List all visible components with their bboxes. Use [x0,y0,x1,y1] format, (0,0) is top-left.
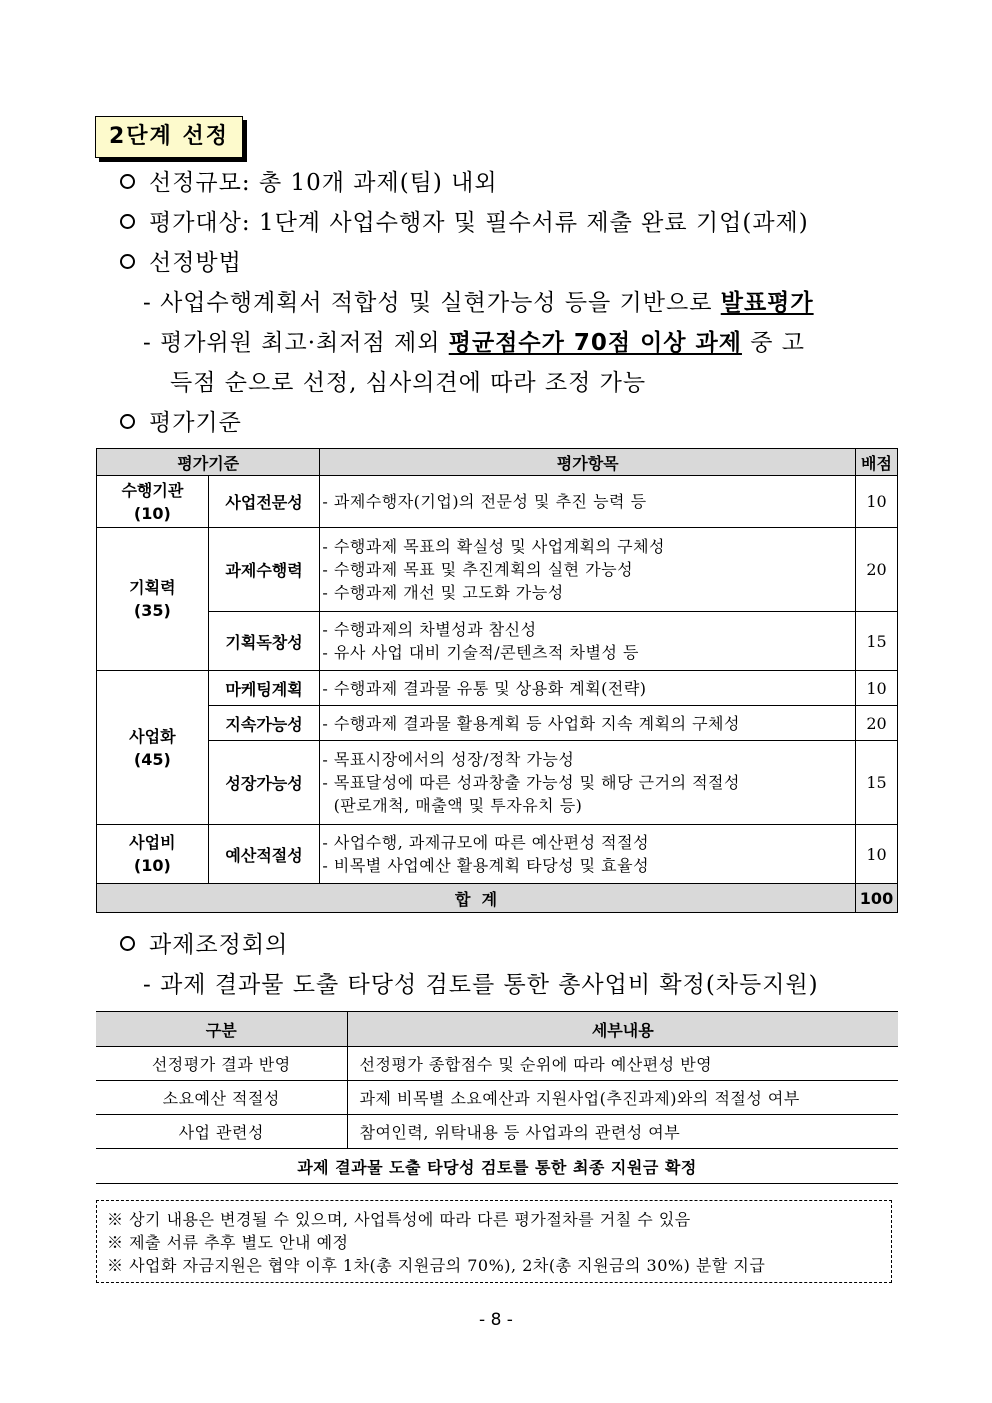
circle-bullet-icon [120,936,135,951]
score-cell: 20 [856,528,898,612]
summary-row: 과제 결과물 도출 타당성 검토를 통한 최종 지원금 확정 [96,1149,898,1184]
bullet-scale: 선정규모: 총 10개 과제(팀) 내외 [120,164,498,197]
items-cell: - 수행과제 결과물 활용계획 등 사업화 지속 계획의 구체성 [320,706,856,741]
table-row [97,706,898,741]
subcategory-cell: 기획독창성 [208,612,320,671]
total-score: 100 [856,884,898,913]
items-cell: - 수행과제 목표의 확실성 및 사업계획의 구체성 - 수행과제 목표 및 추진계획의 실현 가능성 - 수행과제 개선 및 고도화 가능성 [320,528,856,612]
category-cell: 사업비 (10) [97,825,209,884]
note-line: ※ 사업화 자금지원은 협약 이후 1차(총 지원금의 70%), 2차(총 지원금의 30%) 분할 지급 [107,1256,766,1275]
section-title: 2단계 선정 [95,116,243,158]
items-cell: - 사업수행, 과제규모에 따른 예산편성 적절성 - 비목별 사업예산 활용계획 타당성 및 효율성 [320,825,856,884]
criteria-table [96,448,898,913]
subcategory-cell: 예산적절성 [208,825,320,884]
table-row: 선정평가 결과 반영 선정평가 종합점수 및 순위에 따라 예산편성 반영 [96,1047,898,1081]
table-row: 사업 관련성 참여인력, 위탁내용 등 사업과의 관련성 여부 [96,1115,898,1149]
method-item-2-cont: 득점 순으로 선정, 심사의견에 따라 조정 가능 [170,370,647,396]
total-label: 합 계 [97,884,856,913]
subcategory-cell: 마케팅계획 [208,671,320,706]
items-cell: - 수행과제 결과물 유통 및 상용화 계획(전략) [320,671,856,706]
note-line: ※ 상기 내용은 변경될 수 있으며, 사업특성에 따라 다른 평가절차를 거칠 수 있음 [107,1210,691,1229]
table-row [97,825,898,884]
page-number: - 8 - [479,1310,513,1330]
items-cell: - 수행과제의 차별성과 참신성 - 유사 사업 대비 기술적/콘텐츠적 차별성 등 [320,612,856,671]
items-cell: - 목표시장에서의 성장/정착 가능성 - 목표달성에 따른 성과창출 가능성 및 해당 근거의 적절성 (판로개척, 매출액 및 투자유치 등) [320,741,856,825]
table-row [97,671,898,706]
table-row: 소요예산 적절성 과제 비목별 소요예산과 지원사업(추진과제)와의 적절성 여부 [96,1081,898,1115]
table-row [97,612,898,671]
highlight-average-score: 평균점수가 70점 이상 과제 [448,330,742,356]
score-cell: 15 [856,612,898,671]
bullet-target: 평가대상: 1단계 사업수행자 및 필수서류 제출 완료 기업(과제) [120,204,809,237]
method-item-2: - 평가위원 최고·최저점 제외 평균점수가 70점 이상 과제 중 고 [143,330,806,356]
header-criteria: 평가기준 [97,449,320,476]
highlight-presentation: 발표평가 [720,290,814,316]
items-cell: - 과제수행자(기업)의 전문성 및 추진 능력 등 [320,476,856,528]
adjust-table [96,1011,898,1184]
subcategory-cell: 지속가능성 [208,706,320,741]
note-line: ※ 제출 서류 추후 별도 안내 예정 [107,1233,349,1252]
bullet-criteria: 평가기준 [120,404,242,437]
header-score: 배점 [856,449,898,476]
table-row [97,528,898,612]
header-category: 구분 [96,1012,347,1047]
subcategory-cell: 사업전문성 [208,476,320,528]
score-cell: 10 [856,671,898,706]
score-cell: 10 [856,825,898,884]
table-row [97,741,898,825]
total-row [97,884,898,913]
header-detail: 세부내용 [347,1012,898,1047]
circle-bullet-icon [120,214,135,229]
score-cell: 15 [856,741,898,825]
notes-box [96,1200,892,1283]
header-items: 평가항목 [320,449,856,476]
circle-bullet-icon [120,174,135,189]
bullet-method: 선정방법 [120,244,242,277]
method-item-1: - 사업수행계획서 적합성 및 실현가능성 등을 기반으로 발표평가 [143,290,814,316]
score-cell: 20 [856,706,898,741]
category-cell: 기획력 (35) [97,528,209,671]
category-cell: 수행기관 (10) [97,476,209,528]
table-row [97,476,898,528]
category-cell: 사업화 (45) [97,671,209,825]
subcategory-cell: 성장가능성 [208,741,320,825]
subcategory-cell: 과제수행력 [208,528,320,612]
table-header-row [97,449,898,476]
bullet-adjust: 과제조정회의 [120,926,288,959]
score-cell: 10 [856,476,898,528]
table-header-row [96,1012,898,1047]
circle-bullet-icon [120,254,135,269]
adjust-desc: - 과제 결과물 도출 타당성 검토를 통한 총사업비 확정(차등지원) [143,972,819,998]
circle-bullet-icon [120,414,135,429]
